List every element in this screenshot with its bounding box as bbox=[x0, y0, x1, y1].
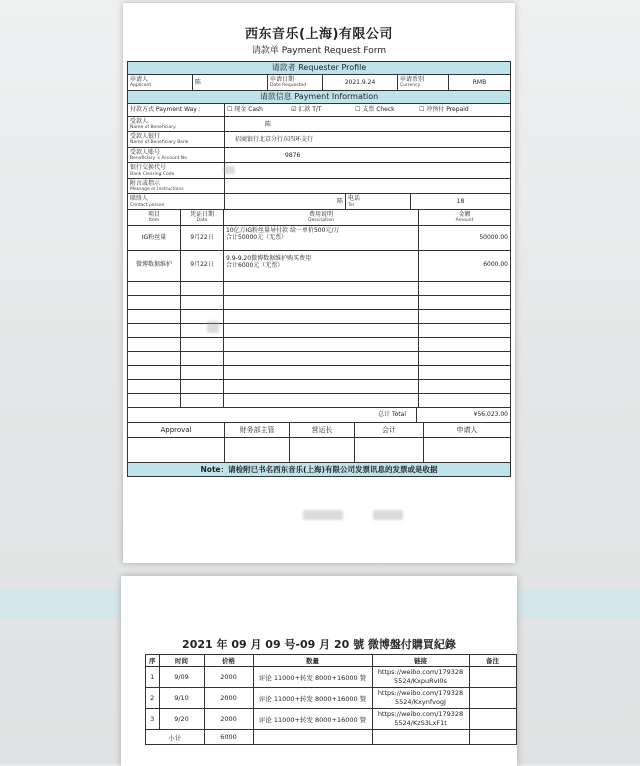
approval-header-row: Approval 财务部主管 营运长 会计 申请人 bbox=[128, 423, 510, 438]
requester-section-header: 请款者 Requester Profile bbox=[128, 62, 510, 75]
requester-row: 申请人 Applicant 陈 申请日期 Date Requested 2021.9.24 申请币别 Currency RMB bbox=[128, 75, 510, 91]
pay-check-option: ☐ 支票 Check bbox=[355, 105, 395, 113]
table-row: 2 9/10 2000 评论 11000+转发 8000+16000 赞 https://weibo.com/179328 5524/KxynfvogJ bbox=[146, 688, 517, 709]
payment-section-header: 请款信息 Payment Information bbox=[128, 91, 510, 104]
purchase-record-page bbox=[121, 576, 517, 766]
purchase-table bbox=[145, 654, 517, 745]
bank-row: 受款人银行 Name of Beneficiary Bank 招商银行北京分行东四环支行 bbox=[128, 132, 510, 148]
company-name: 西东音乐(上海)有限公司 bbox=[245, 27, 393, 42]
form-title: 请款单 Payment Request Form bbox=[251, 46, 387, 56]
date-value: 2021.9.24 bbox=[323, 75, 398, 90]
request-form-table bbox=[127, 61, 511, 477]
signature-scribble bbox=[373, 510, 403, 520]
items-header-row: 项目 Item 凭证日期 Date 费用说明 Description 金额 Amount bbox=[128, 210, 510, 226]
total-value: ¥56,023.00 bbox=[473, 410, 508, 418]
payment-way-row: 付款方式 Payment Way : ☐ 现金 Cash ☑ 汇款 T/T ☐ 支票 Check ☐ 冲预付 Prepaid bbox=[128, 104, 510, 117]
table-row: 1 9/09 2000 评论 11000+转发 8000+16000 赞 https://weibo.com/179328 5524/KxpuRvI0s bbox=[146, 667, 517, 688]
pay-prepaid-option: ☐ 冲预付 Prepaid bbox=[419, 105, 469, 113]
signature-scribble bbox=[303, 510, 343, 520]
contact-row: 联络人 Contact person 陈 电话 Tel 18 bbox=[128, 194, 510, 210]
total-row bbox=[128, 408, 510, 423]
pay-tt-option: ☑ 汇款 T/T bbox=[291, 105, 322, 113]
table-row: 3 9/20 2000 评论 11000+转发 8000+16000 赞 https://weibo.com/179328 5524/KzS3LxF1t bbox=[146, 709, 517, 730]
purchase-header-row: 序 时间 价格 数量 链接 备注 bbox=[146, 655, 517, 667]
currency-value: RMB bbox=[472, 79, 487, 86]
total-label: 总计 Total bbox=[128, 408, 417, 422]
redaction-blot bbox=[223, 166, 235, 174]
item-row: 微博数据维护 9月22日 9.9-9.20微博数据维护购买费用 合计6000元（无票） 6000.00 bbox=[128, 251, 510, 282]
message-row: 附言或指示 Message or Instructions bbox=[128, 179, 510, 195]
account-row: 受款人账号 Beneficiary`s Account No 9876 bbox=[128, 148, 510, 164]
pay-cash-option: ☐ 现金 Cash bbox=[227, 105, 263, 113]
empty-item-rows bbox=[128, 282, 510, 408]
note-bar: Note：请检附已书名西东音乐(上海)有限公司发票讯息的发票或是收据 bbox=[128, 463, 510, 476]
subtotal-row: 小计 6000 bbox=[146, 730, 517, 745]
payment-request-form-page bbox=[123, 3, 515, 563]
item-row: IG粉丝量 9月22日 10亿万IG粉丝量导付款 给一单价500元/万 合计50000元（无票） 50000.00 bbox=[128, 226, 510, 251]
clearing-row: 银行交换代号 Bank Clearing Code bbox=[128, 163, 510, 179]
redaction-blot bbox=[207, 321, 219, 333]
beneficiary-row: 受款人 Name of Beneficiary 陈 bbox=[128, 117, 510, 133]
purchase-title: 2021 年 09 月 09 号-09 月 20 號 微博盤付購買紀錄 bbox=[182, 638, 456, 651]
approval-signature-row bbox=[128, 438, 510, 463]
applicant-value: 陈 bbox=[193, 75, 268, 90]
